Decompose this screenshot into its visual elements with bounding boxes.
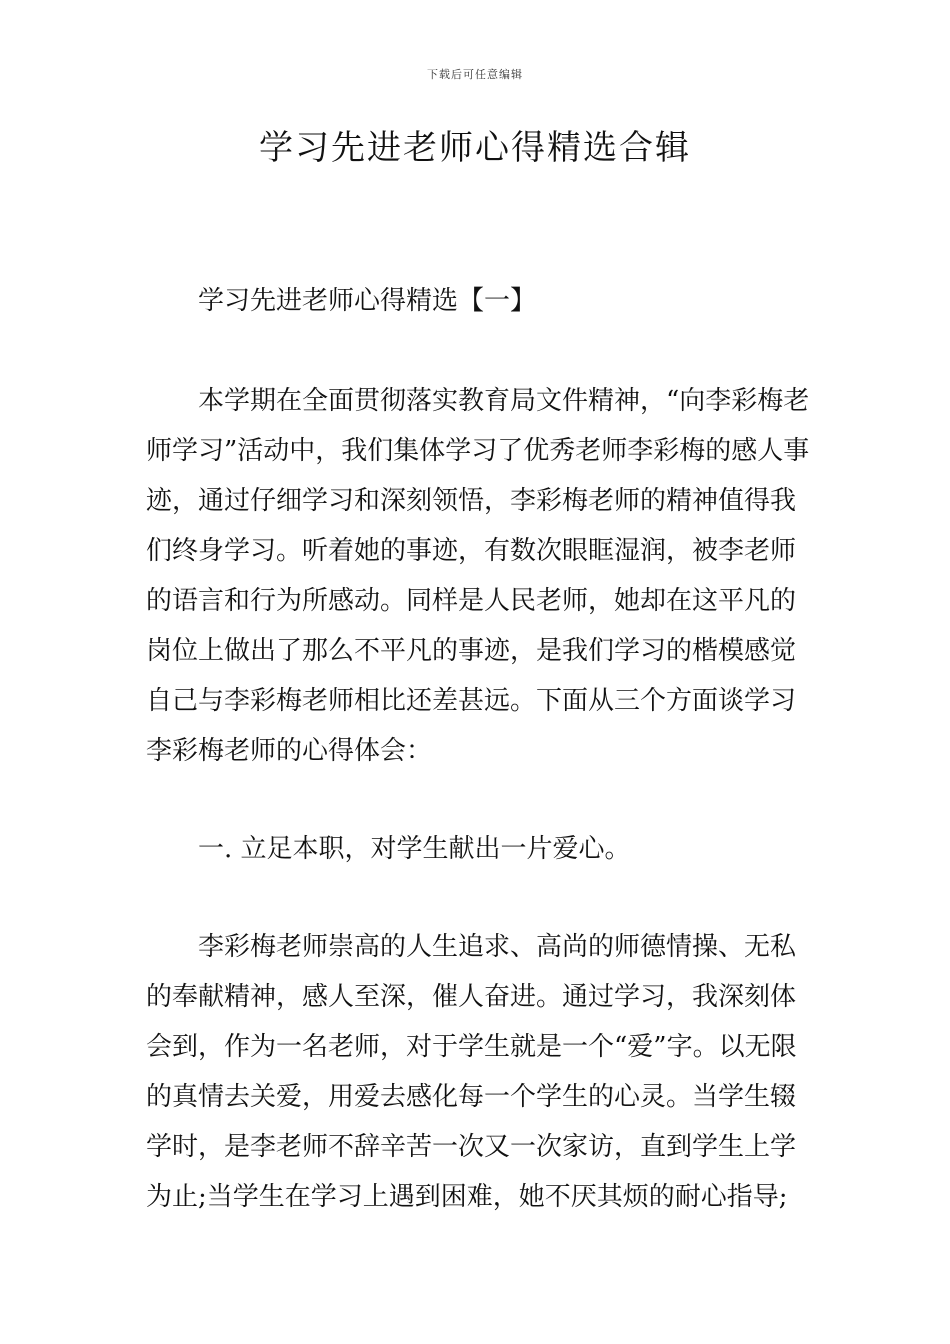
paragraph: 本学期在全面贯彻落实教育局文件精神，“向李彩梅老师学习”活动中，我们集体学习了优秀老师李彩梅的感人事迹，通过仔细学习和深刻领悟，李彩梅老师的精神值得我们终身学习。听着她的事迹，有数次眼眶湿润，被李老师的语言和行为所感动。同样是人民老师，她却在这平凡的岗位上做出了那么不平凡的事迹，是我们学习的楷模感觉自己与李彩梅老师相比还差甚远。下面从三个方面谈学习李彩梅老师的心得体会： — [146, 386, 810, 766]
section-heading: 学习先进老师心得精选【一】 — [198, 286, 537, 316]
subheading: 一. 立足本职，对学生献出一片爱心。 — [198, 834, 631, 864]
header-note: 下载后可任意编辑 — [427, 68, 523, 81]
document-title: 学习先进老师心得精选合辑 — [259, 128, 691, 168]
paragraph: 李彩梅老师崇高的人生追求、高尚的师德情操、无私的奉献精神，感人至深，催人奋进。通过学习，我深刻体会到，作为一名老师，对于学生就是一个“爱”字。以无限的真情去关爱，用爱去感化每一个学生的心灵。当学生辍学时，是李老师不辞辛苦一次又一次家访，直到学生上学为止;当学生在学习上遇到困难，她不厌其烦的耐心指导; — [146, 932, 797, 1212]
